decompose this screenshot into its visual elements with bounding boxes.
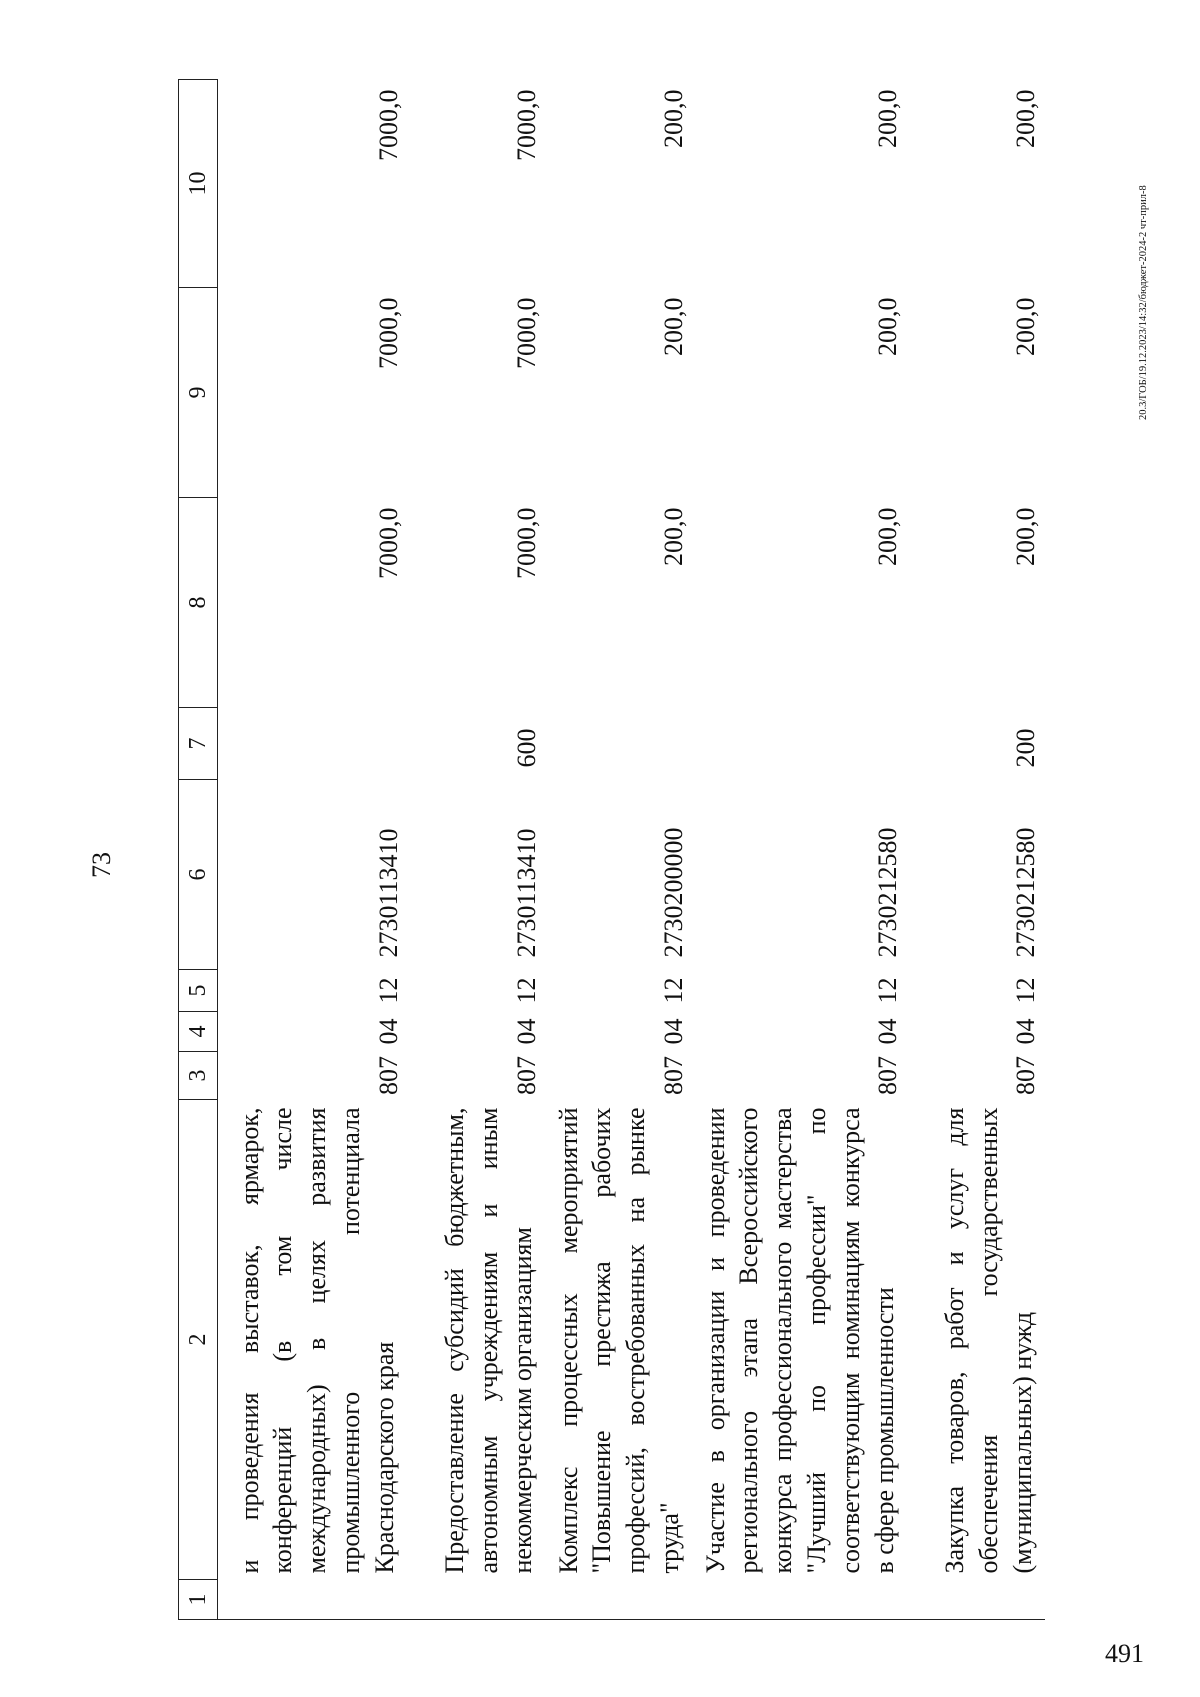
col1-cell [408,1580,546,1620]
budget-table-page [178,80,1098,1620]
ministry-code-cell: 807 [511,1056,541,1095]
subsection-code-cell: 12 [511,977,541,1004]
header-cell: 9 [179,288,218,498]
table-row [408,80,546,1620]
expense-type-cell: 200 [1011,728,1041,768]
header-cell: 3 [179,1052,218,1100]
section-code-cell: 04 [658,1018,688,1045]
amount-col10-cell: 200,0 [873,89,903,148]
header-cell: 8 [179,498,218,708]
target-article-cell: 2730212580 [873,827,903,958]
document-code: 20.3/ГОБ/19.12.2023/14:32/бюджет-2024-2 чт-прил-8 [1138,185,1149,420]
target-article-cell: 2730212580 [1011,827,1041,958]
amount-col9-cell: 200,0 [1011,297,1041,356]
section-code-cell: 04 [1011,1018,1041,1045]
ministry-code-cell: 807 [658,1056,688,1095]
description-cell: Участие в организации и проведении регионального этапа Всероссийского конкурса профессионального мастерства "Лучший по профессии" по соответствующим номинациям конкурса в сфере промышленности [700,1107,899,1574]
header-cell: 1 [179,1580,218,1620]
ministry-code-cell: 807 [873,1056,903,1095]
description-cell: и проведения выставок, ярмарок, конференций (в том числе международных) в целях развития промышленного потенциала Краснодарского края [234,1107,399,1574]
amount-col10-cell: 7000,0 [373,89,403,161]
section-code-cell: 04 [511,1018,541,1045]
header-cell: 10 [179,80,218,288]
amount-col9-cell: 200,0 [658,297,688,356]
ministry-code-cell: 807 [373,1056,403,1095]
col1-cell [907,1580,1045,1620]
target-article-cell: 2730200000 [658,827,688,958]
amount-col8-cell: 7000,0 [373,507,403,579]
amount-col8-cell: 200,0 [1011,507,1041,566]
description-cell: Предоставление субсидий бюджетным, автономным учреждениям и иным некоммерческим организациям [440,1107,537,1574]
col1-cell [218,1580,408,1620]
expense-type-cell [546,708,693,780]
amount-col8-cell: 200,0 [873,507,903,566]
budget-table [178,79,1045,1620]
header-cell: 2 [179,1100,218,1580]
page-number: 73 [87,852,116,878]
header-cell: 5 [179,970,218,1012]
amount-col10-cell: 200,0 [658,89,688,148]
amount-col9-cell: 200,0 [873,297,903,356]
table-row [907,80,1045,1620]
table-row [693,80,908,1620]
description-cell: Закупка товаров, работ и услуг для обеспечения государственных (муниципальных) нужд [940,1107,1037,1574]
header-cell: 4 [179,1012,218,1052]
header-cell: 6 [179,780,218,970]
amount-col10-cell: 7000,0 [511,89,541,161]
subsection-code-cell: 12 [658,977,688,1004]
description-cell: Комплекс процессных мероприятий "Повышение престижа рабочих профессий, востребованных на рынке труда" [553,1107,684,1574]
ministry-code-cell: 807 [1011,1056,1041,1095]
section-code-cell: 04 [373,1018,403,1045]
header-cell: 7 [179,708,218,780]
table-row [546,80,693,1620]
subsection-code-cell: 12 [373,977,403,1004]
subsection-code-cell: 12 [1011,977,1041,1004]
amount-col8-cell: 7000,0 [511,507,541,579]
amount-col8-cell: 200,0 [658,507,688,566]
subsection-code-cell: 12 [873,977,903,1004]
table-row [218,80,408,1620]
header-row [179,80,218,1620]
expense-type-cell [218,708,408,780]
sheet-number: 491 [1105,1639,1144,1668]
target-article-cell: 2730113410 [373,828,403,958]
amount-col10-cell: 200,0 [1011,89,1041,148]
col1-cell [546,1580,693,1620]
expense-type-cell: 600 [511,728,541,768]
expense-type-cell [693,708,908,780]
col1-cell [693,1580,908,1620]
section-code-cell: 04 [873,1018,903,1045]
amount-col9-cell: 7000,0 [373,297,403,369]
target-article-cell: 2730113410 [511,828,541,958]
amount-col9-cell: 7000,0 [511,297,541,369]
